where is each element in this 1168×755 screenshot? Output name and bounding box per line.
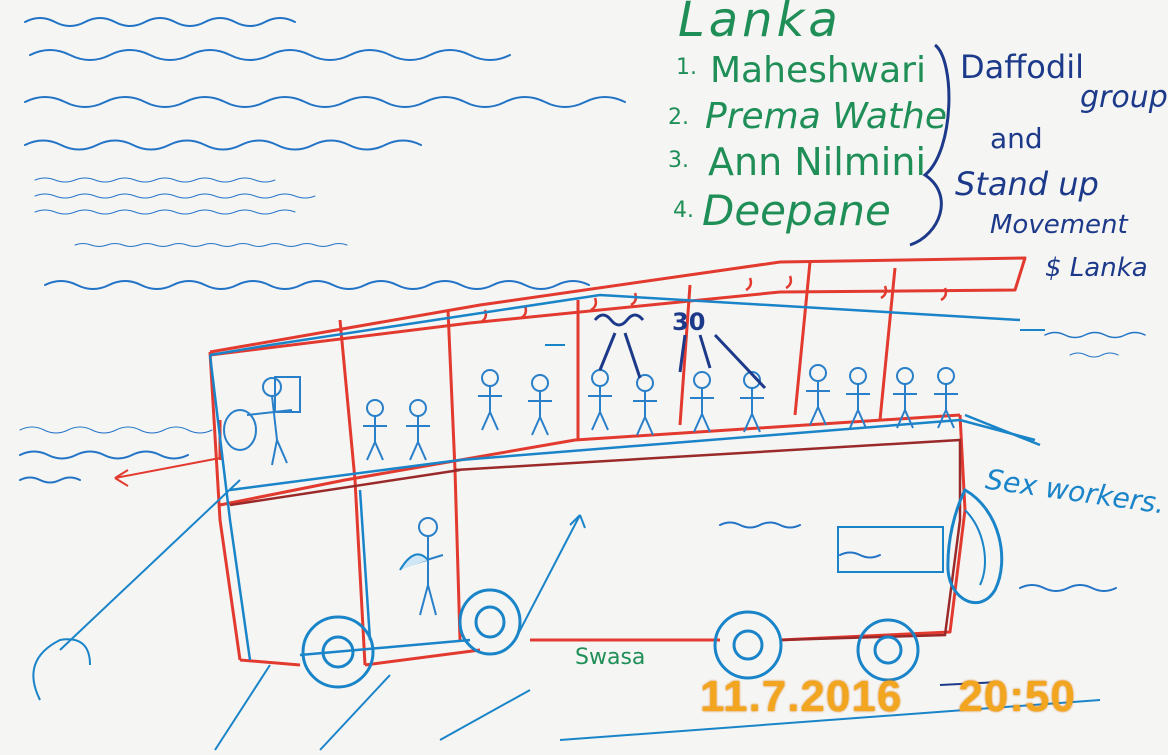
camera-timestamp	[700, 672, 1076, 722]
name-number-3: 3.	[668, 148, 689, 173]
group-line-1: Daffodil	[960, 48, 1084, 86]
swasa-label: Swasa	[575, 645, 646, 670]
timestamp-time: 20:50	[958, 672, 1076, 721]
group-line-6: $ Lanka	[1045, 253, 1148, 283]
group-line-2: group	[1080, 80, 1168, 115]
sex-workers-label: Sex workers.	[983, 462, 1167, 521]
timestamp-date: 11.7.2016	[700, 672, 903, 721]
name-3: Ann Nilmini	[708, 140, 926, 184]
name-number-4: 4.	[673, 198, 694, 223]
group-line-5: Movement	[990, 210, 1128, 240]
group-line-4: Stand up	[955, 165, 1099, 203]
passenger-count: 30	[672, 308, 706, 336]
name-4: Deepane	[702, 186, 891, 235]
name-number-2: 2.	[668, 105, 689, 130]
title-lanka: Lanka	[678, 0, 842, 48]
name-1: Maheshwari	[710, 50, 926, 91]
name-number-1: 1.	[676, 55, 697, 80]
group-line-3: and	[990, 122, 1043, 155]
name-2: Prema Wathe	[705, 96, 947, 137]
